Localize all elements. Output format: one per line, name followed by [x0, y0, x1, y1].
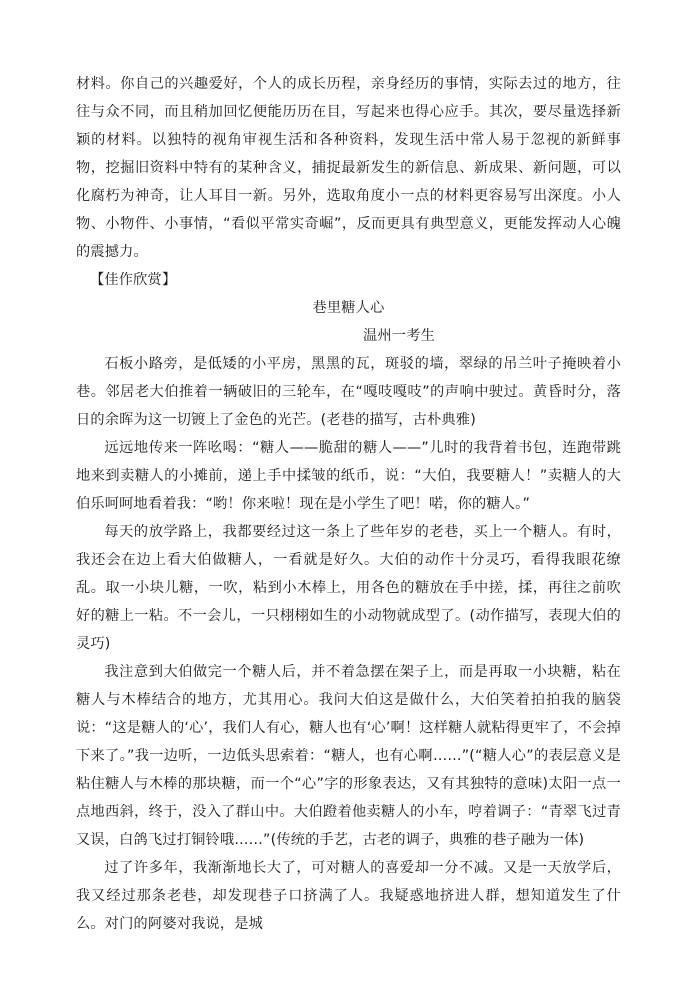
essay-paragraph: 过了许多年，我渐渐地长大了，可对糖人的喜爱却一分不减。又是一天放学后，我又经过那条老巷，却发现巷子口挤满了人。我疑惑地挤进人群，想知道发生了什么。对门的阿婆对我说，是城 [76, 860, 621, 932]
essay-paragraph: 石板小路旁，是低矮的小平房，黑黑的瓦，斑驳的墙，翠绿的吊兰叶子掩映着小巷。邻居老大伯推着一辆破旧的三轮车，在“嘎吱嘎吱”的声响中驶过。黄昏时分，落日的余晖为这一切镀上了金色的光芒。(老巷的描写，古朴典雅) [76, 356, 621, 428]
essay-paragraph: 远远地传来一阵吆喝：“糖人——脆甜的糖人——”儿时的我背着书包，连跑带跳地来到卖糖人的小摊前，递上手中揉皱的纸币，说：“大伯，我要糖人！”卖糖人的大伯乐呵呵地看着我：“哟！你来啦！现在是小学生了吧！喏，你的糖人。” [76, 440, 621, 512]
intro-paragraph: 材料。你自己的兴趣爱好，个人的成长历程，亲身经历的事情，实际去过的地方，往往与众不同，而且稍加回忆便能历历在目，写起来也得心应手。其次，要尽量选择新颖的材料。以独特的视角审视生活和各种资料，发现生活中常人易于忽视的新鲜事物，挖掘旧资料中特有的某种含义，捕捉最新发生的新信息、新成果、新问题，可以化腐朽为神奇，让人耳目一新。另外，选取角度小一点的材料更容易写出深度。小人物、小物件、小事情，“看似平常实奇崛”，反而更具有典型意义，更能发挥动人心魄的震撼力。 [76, 76, 621, 260]
section-label: 【佳作欣赏】 [90, 272, 177, 288]
document-page [76, 70, 621, 938]
essay-author: 温州一考生 [363, 328, 435, 344]
essay-paragraph: 我注意到大伯做完一个糖人后，并不着急摆在架子上，而是再取一小块糖，粘在糖人与木棒结合的地方，尤其用心。我问大伯这是做什么，大伯笑着拍拍我的脑袋说：“这是糖人的‘心’，我们人有心，糖人也有‘心’啊！这样糖人就粘得更牢了，不会掉下来了。”我一边听，一边低头思索着：“糖人，也有心啊……”(“糖人心”的表层意义是粘住糖人与木棒的那块糖，而一个“心”字的形象表达，又有其独特的意味)太阳一点一点地西斜，终于，没入了群山中。大伯蹬着他卖糖人的小车，哼着调子：“青翠飞过青又误，白鸽飞过打铜铃哦……”(传统的手艺，古老的调子，典雅的巷子融为一体) [76, 664, 621, 848]
essay-title: 巷里糖人心 [312, 300, 385, 316]
essay-paragraph: 每天的放学路上，我都要经过这一条上了些年岁的老巷，买上一个糖人。有时，我还会在边上看大伯做糖人，一看就是好久。大伯的动作十分灵巧，看得我眼花缭乱。取一小块儿糖，一吹，粘到小木棒上，用各色的糖放在手中搓，揉，再往之前吹好的糖上一粘。不一会儿，一只栩栩如生的小动物就成型了。(动作描写，表现大伯的灵巧) [76, 524, 621, 652]
